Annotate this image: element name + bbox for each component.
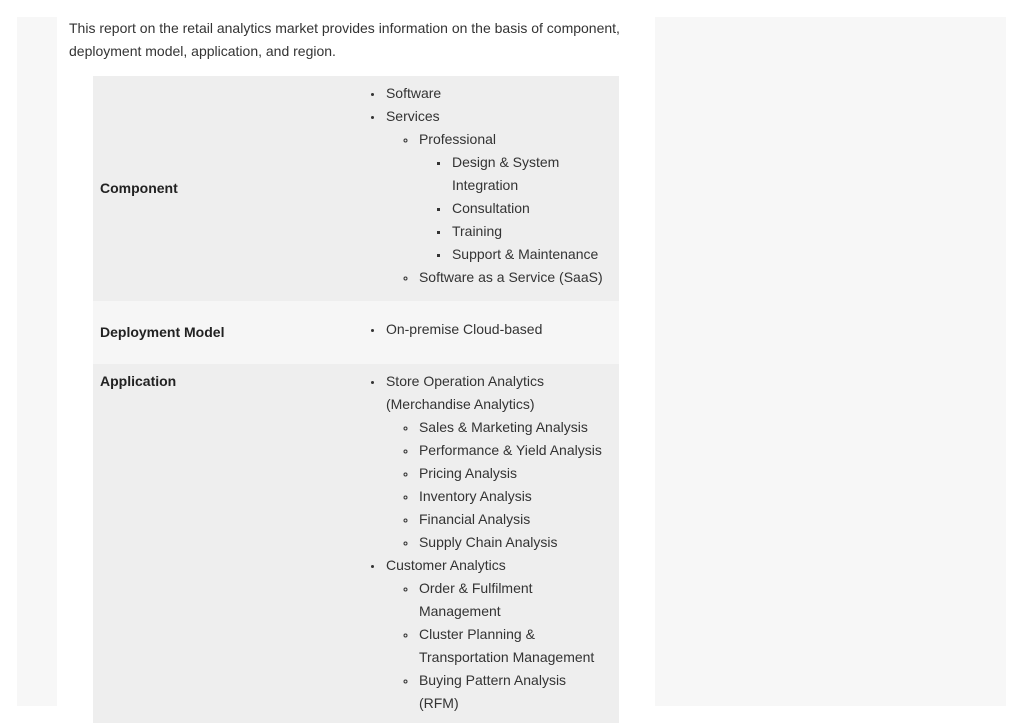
intro-paragraph: This report on the retail analytics market provides information on the basis of component, deployment model, application, and region. — [69, 20, 620, 59]
list-item: ▪ Design & System Integration — [450, 151, 609, 197]
list-item: ◦ Performance & Yield Analysis — [417, 439, 609, 462]
list-item-software: • Software — [384, 82, 609, 105]
list-item: ▪ Training — [450, 220, 609, 243]
right-sidebar — [655, 17, 1006, 706]
list-item: ◦ Order & Fulfilment Management — [417, 577, 609, 623]
list-item-customer-analytics — [384, 554, 609, 715]
table-row-component — [93, 76, 619, 301]
row-values-application — [362, 364, 619, 723]
list-item: ◦ Financial Analysis — [417, 508, 609, 531]
list-item-deployment: • On-premise Cloud-based — [384, 318, 609, 341]
list-item: ◦ Sales & Marketing Analysis — [417, 416, 609, 439]
list-item: ◦ Inventory Analysis — [417, 485, 609, 508]
services-sublist — [386, 128, 609, 289]
list-item-professional — [417, 128, 609, 266]
list-item: ◦ Cluster Planning & Transportation Management — [417, 623, 609, 669]
application-list — [362, 370, 609, 715]
customer-analytics-sublist — [386, 577, 609, 715]
list-item-saas: ◦ Software as a Service (SaaS) — [417, 266, 609, 289]
main-content — [57, 17, 637, 723]
list-item-services-label: Services — [385, 108, 440, 124]
list-item: ◦ Supply Chain Analysis — [417, 531, 609, 554]
deployment-list — [362, 318, 609, 341]
professional-sublist — [419, 151, 609, 266]
list-item: ▪ Consultation — [450, 197, 609, 220]
list-item: ◦ Buying Pattern Analysis (RFM) — [417, 669, 609, 715]
component-list — [362, 82, 609, 289]
row-label-application: Application — [100, 373, 177, 389]
list-item-customer-analytics-label: Customer Analytics — [385, 557, 506, 573]
left-gutter — [17, 17, 57, 706]
table-row-deployment — [93, 301, 619, 364]
list-item-services — [384, 105, 609, 289]
list-item-professional-label: Professional — [418, 131, 497, 147]
list-item-store-operation — [384, 370, 609, 554]
row-values-component — [362, 76, 619, 301]
table-row-application — [93, 364, 619, 723]
row-values-deployment — [362, 301, 619, 364]
list-item-store-operation-label: Store Operation Analytics (Merchandise Analytics) — [385, 373, 544, 412]
segmentation-table — [93, 76, 619, 723]
row-label-component: Component — [100, 180, 178, 196]
row-label-deployment: Deployment Model — [100, 324, 225, 340]
list-item: ▪ Support & Maintenance — [450, 243, 609, 266]
store-operation-sublist — [386, 416, 609, 554]
list-item: ◦ Pricing Analysis — [417, 462, 609, 485]
